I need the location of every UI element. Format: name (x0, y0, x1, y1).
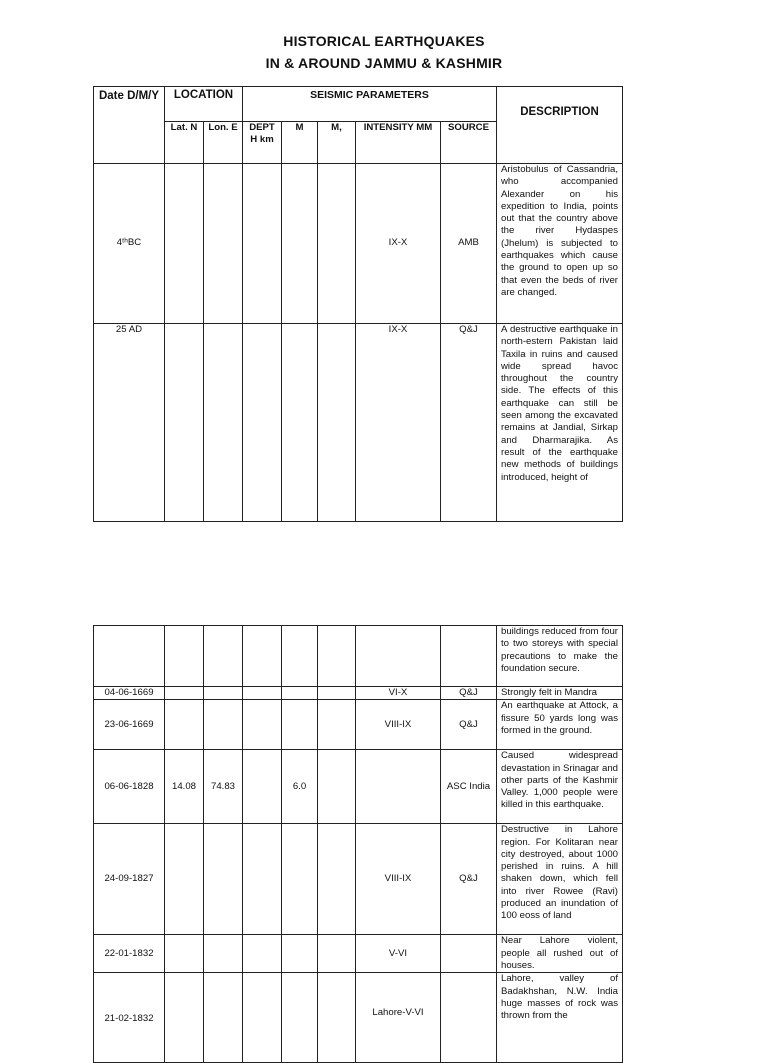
date-cell: 04-06-1669 (94, 687, 165, 700)
earthquake-table-page1 (93, 86, 623, 522)
header-source: SOURCE (441, 122, 497, 164)
ms-cell (318, 626, 356, 687)
lon-cell (204, 935, 243, 973)
depth-cell (243, 935, 282, 973)
date-cell: 4ᵗʰBC (94, 164, 165, 324)
date-cell (94, 626, 165, 687)
m-cell (282, 626, 318, 687)
lon-cell (204, 700, 243, 750)
source-cell (441, 973, 497, 1063)
description-cell: buildings reduced from four to two storeys with special precautions to make the foundation secure. (497, 626, 623, 687)
lat-cell (165, 935, 204, 973)
table-row (94, 935, 623, 973)
intensity-cell (356, 750, 441, 824)
page-title: HISTORICAL EARTHQUAKES (283, 33, 485, 49)
depth-cell (243, 324, 282, 522)
lon-cell: 74.83 (204, 750, 243, 824)
header-date: Date D/M/Y (94, 87, 165, 164)
header-depth: DEPT H km (243, 122, 282, 164)
table-row (94, 824, 623, 935)
lon-cell (204, 164, 243, 324)
table-row (94, 750, 623, 824)
description-cell: Caused widespread devastation in Srinagar and other parts of the Kashmir Valley. 1,000 people were killed in this earthquake. (497, 750, 623, 824)
m-cell (282, 324, 318, 522)
lat-cell (165, 824, 204, 935)
ms-cell (318, 973, 356, 1063)
header-description: DESCRIPTION (497, 87, 623, 164)
depth-cell (243, 164, 282, 324)
description-cell: An earthquake at Attock, a fissure 50 yards long was formed in the ground. (497, 700, 623, 750)
description-cell: Lahore, valley of Badakhshan, N.W. India huge masses of rock was thrown from the (497, 973, 623, 1063)
date-cell: 21-02-1832 (94, 973, 165, 1063)
lon-cell (204, 626, 243, 687)
ms-cell (318, 700, 356, 750)
intensity-cell: IX-X (356, 164, 441, 324)
intensity-cell: VI-X (356, 687, 441, 700)
source-cell: Q&J (441, 824, 497, 935)
table-row (94, 626, 623, 687)
description-text: A destructive earthquake in north-estern Pakistan laid Taxila in ruins and caused wide spread havoc throughout the country side. The effects of this earthquake can still be seen among the excavated remains at Jandial, Sirkap and Dharmarajika. As result of the earthquake new methods of buildings introduced, height of (501, 324, 618, 483)
date-cell: 06-06-1828 (94, 750, 165, 824)
lat-cell: 14.08 (165, 750, 204, 824)
lat-cell (165, 973, 204, 1063)
source-cell: Q&J (441, 687, 497, 700)
description-cell: Near Lahore violent, people all rushed out of houses. (497, 935, 623, 973)
depth-cell (243, 700, 282, 750)
source-cell (441, 626, 497, 687)
earthquake-table-page2 (93, 625, 623, 1063)
page-subtitle: IN & AROUND JAMMU & KASHMIR (265, 55, 503, 71)
ms-cell (318, 164, 356, 324)
ms-cell (318, 750, 356, 824)
table-row (94, 687, 623, 700)
lat-cell (165, 164, 204, 324)
depth-cell (243, 626, 282, 687)
table-row (94, 700, 623, 750)
m-cell (282, 824, 318, 935)
lat-cell (165, 687, 204, 700)
m-cell (282, 687, 318, 700)
intensity-cell (356, 626, 441, 687)
table-row (94, 973, 623, 1063)
lon-cell (204, 324, 243, 522)
description-cell: Aristobulus of Cassandria, who accompanied Alexander on his expedition to India, points out that the country above the river Hydaspes (Jhelum) is subjected to earthquakes which cause the ground to open up so that even the beds of river are changed. (497, 164, 623, 324)
lon-cell (204, 824, 243, 935)
intensity-cell: Lahore-V-VI (356, 973, 441, 1063)
source-cell (441, 935, 497, 973)
depth-cell (243, 973, 282, 1063)
ms-cell (318, 935, 356, 973)
intensity-cell: VIII-IX (356, 700, 441, 750)
source-cell: Q&J (441, 324, 497, 522)
description-cell (497, 324, 623, 522)
date-cell: 24-09-1827 (94, 824, 165, 935)
table-row (94, 164, 623, 324)
header-location: LOCATION (165, 87, 243, 122)
source-cell: Q&J (441, 700, 497, 750)
ms-cell (318, 324, 356, 522)
ms-cell (318, 824, 356, 935)
header-intensity: INTENSITY MM (356, 122, 441, 164)
header-ms: M, (318, 122, 356, 164)
lon-cell (204, 687, 243, 700)
lat-cell (165, 626, 204, 687)
m-cell (282, 164, 318, 324)
m-cell (282, 935, 318, 973)
source-cell: ASC India (441, 750, 497, 824)
depth-cell (243, 687, 282, 700)
header-lat: Lat. N (165, 122, 204, 164)
description-cell: Strongly felt in Mandra (497, 687, 623, 700)
date-cell: 25 AD (94, 324, 165, 522)
depth-cell (243, 824, 282, 935)
table-row (94, 324, 623, 522)
m-cell: 6.0 (282, 750, 318, 824)
date-cell: 23-06-1669 (94, 700, 165, 750)
m-cell (282, 700, 318, 750)
header-lon: Lon. E (204, 122, 243, 164)
intensity-cell: IX-X (356, 324, 441, 522)
intensity-cell: V-VI (356, 935, 441, 973)
depth-cell (243, 750, 282, 824)
description-cell: Destructive in Lahore region. For Kolitaran near city destroyed, about 1000 perished in ruins. A hill shaken down, which fell into river Rowee (Ravi) produced an inundation of 100 eoss of land (497, 824, 623, 935)
header-m: M (282, 122, 318, 164)
m-cell (282, 973, 318, 1063)
ms-cell (318, 687, 356, 700)
lat-cell (165, 324, 204, 522)
lat-cell (165, 700, 204, 750)
date-cell: 22-01-1832 (94, 935, 165, 973)
header-seismic-parameters: SEISMIC PARAMETERS (243, 87, 497, 122)
lon-cell (204, 973, 243, 1063)
source-cell: AMB (441, 164, 497, 324)
intensity-cell: VIII-IX (356, 824, 441, 935)
